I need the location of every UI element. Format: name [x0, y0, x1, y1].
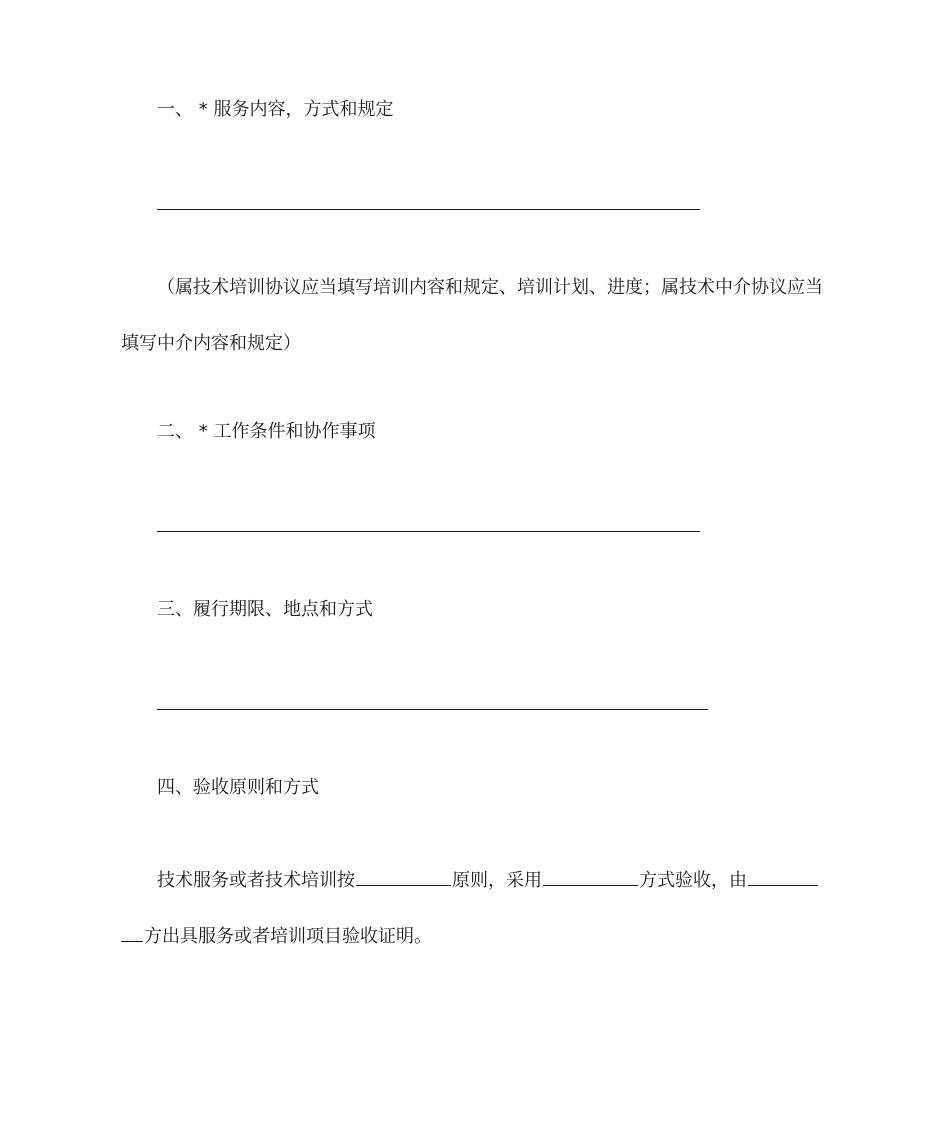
method-blank[interactable] — [543, 867, 638, 886]
principle-blank[interactable] — [356, 867, 451, 886]
acceptance-text-part-4: 方出具服务或者培训项目验收证明。 — [144, 926, 432, 947]
acceptance-text-part-3: 方式验收，由 — [639, 870, 747, 891]
section-1-answer-line[interactable] — [157, 209, 700, 210]
acceptance-text-part-1: 技术服务或者技术培训按 — [157, 870, 355, 891]
section-1-note-line-1: （属技术培训协议应当填写培训内容和规定、培训计划、进度；属技术中介协议应当 — [157, 277, 823, 298]
acceptance-text-part-2: 原则，采用 — [452, 870, 542, 891]
acceptance-sentence-line-2 — [121, 923, 432, 948]
acceptance-sentence-line-1 — [157, 867, 819, 892]
section-3-answer-line[interactable] — [157, 709, 708, 710]
section-2-answer-line[interactable] — [157, 531, 700, 532]
section-1-note-line-2: 填写中介内容和规定） — [121, 333, 301, 354]
section-2-heading: 二、 * 工作条件和协作事项 — [157, 421, 376, 442]
issuer-blank-end[interactable] — [121, 923, 143, 942]
section-1-heading: 一、 * 服务内容，方式和规定 — [157, 99, 394, 120]
section-4-heading: 四、验收原则和方式 — [157, 777, 319, 798]
issuer-blank-start[interactable] — [748, 867, 818, 886]
section-3-heading: 三、履行期限、地点和方式 — [157, 599, 373, 620]
